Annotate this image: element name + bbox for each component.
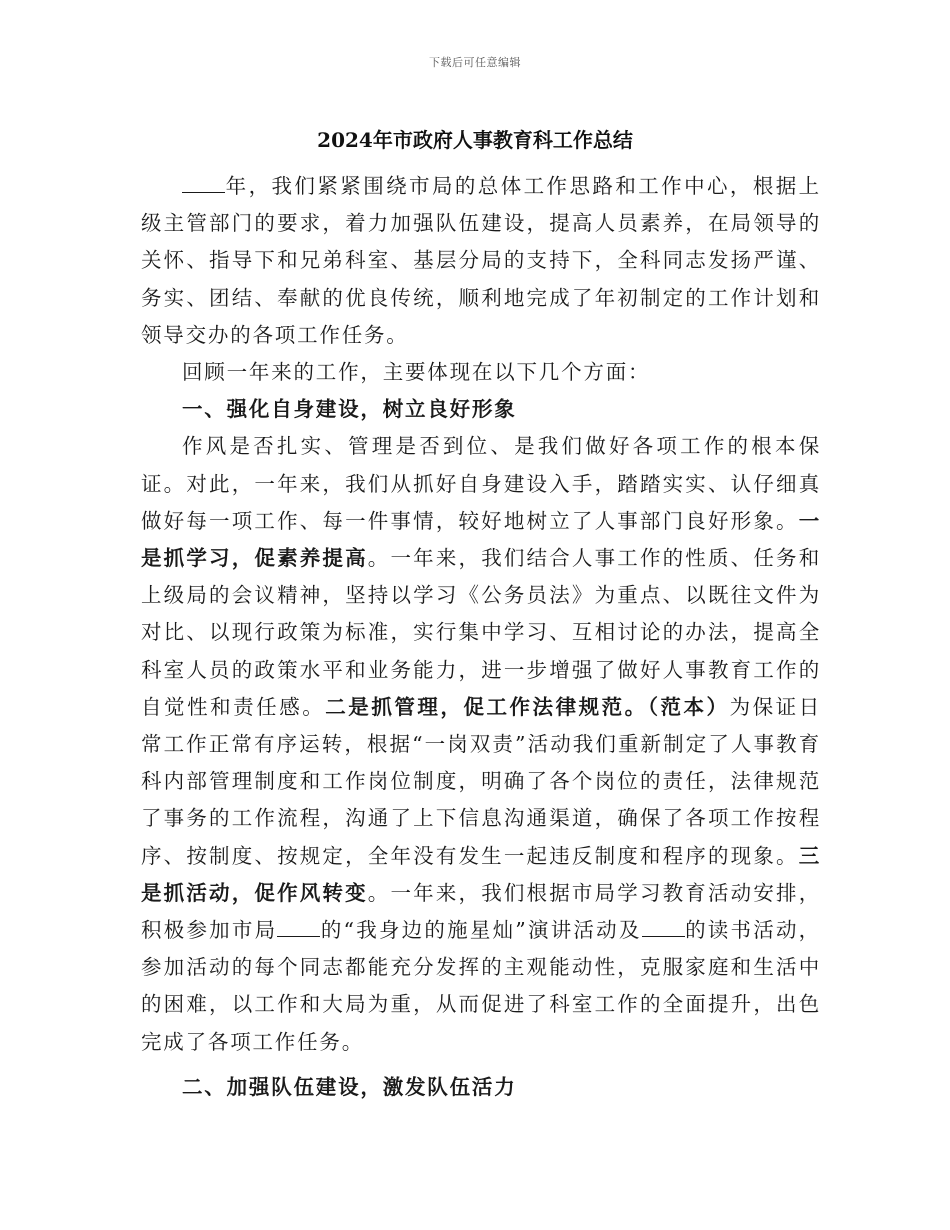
document-body [141,168,821,1106]
section1-text-c: 为保证日常工作正常有序运转，根据“一岗双责”活动我们重新制定了人事教育科内部管理制度和工作岗位制度，明确了各个岗位的责任，法律规范了事务的工作流程，沟通了上下信息沟通渠道，确保了各项工作按程序、按制度、按规定，全年没有发生一起违反制度和程序的现象。 [141,694,822,868]
section1-text-d: 。一年来，我们根据市局学习教育活动安排，积极参加市局 [141,880,822,943]
review-paragraph: 回顾一年来的工作，主要体现在以下几个方面： [182,360,651,385]
section1-text-a: 作风是否扎实、管理是否到位、是我们做好各项工作的根本保证。对此，一年来，我们从抓好自身建设入手，踏踏实实、认仔细真做好每一项工作、每一件事情，较好地树立了人事部门良好形象。 [141,434,821,533]
section1-bold-2: 二是抓管理，促工作法律规范。（范本） [325,694,730,719]
blank-underline [642,918,685,937]
section1-bold-3: 三是抓活动，促作风转变 [141,843,821,905]
intro-text: 年，我们紧紧围绕市局的总体工作思路和工作中心，根据上级主管部门的要求，着力加强队伍建设，提高人员素养，在局领导的关怀、指导下和兄弟科室、基层分局的支持下，全科同志发扬严谨、务实、团结、奉献的优良传统，顺利地完成了年初制定的工作计划和领导交办的各项工作任务。 [141,174,821,347]
section1-text-e: 的“我身边的施星灿”演讲活动及 [320,918,642,943]
section1-heading: 一、强化自身建设，树立良好形象 [182,397,517,422]
section1-text-f: 的读书活动，参加活动的每个同志都能充分发挥的主观能动性，克服家庭和生活中的困难，以工作和大局为重，从而促进了科室工作的全面提升，出色完成了各项工作任务。 [141,918,821,1054]
blank-underline [277,918,320,937]
section2-heading: 二、加强队伍建设，激发队伍活力 [182,1074,517,1099]
blank-underline [182,174,225,193]
section1-text-b: 。一年来，我们结合人事工作的性质、任务和上级局的会议精神，坚持以学习《公务员法》为重点、以既往文件为对比、以现行政策为标准，实行集中学习、互相讨论的办法，提高全科室人员的政策水平和业务能力，进一步增强了做好人事教育工作的自觉性和责任感。 [141,546,822,719]
page-title: 2024年市政府人事教育科工作总结 [317,128,633,152]
section1-paragraph [141,428,821,1060]
intro-paragraph [141,168,821,354]
header-note: 下载后可任意编辑 [429,56,521,69]
section1-bold-1: 一是抓学习，促素养提高 [141,508,821,571]
